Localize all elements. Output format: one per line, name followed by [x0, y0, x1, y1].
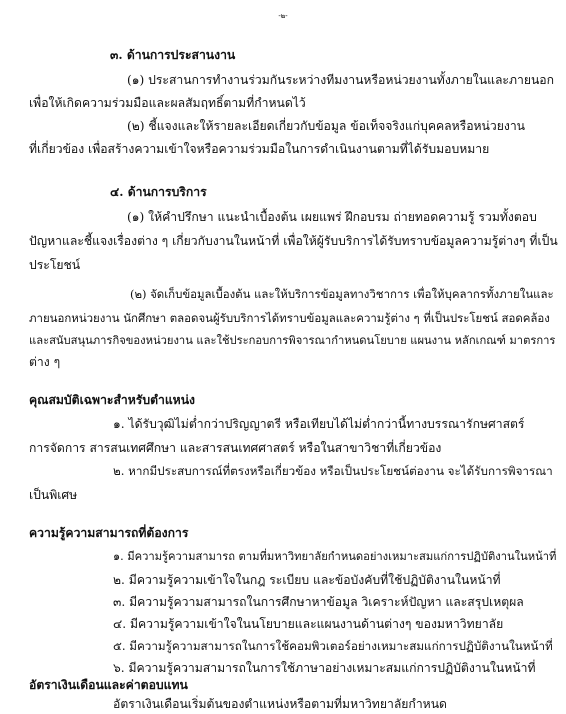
list-item: ๓. มีความรู้ความสามารถในการศึกษาหาข้อมูล วิเคราะห์ปัญหา และสรุปเหตุผล	[113, 595, 524, 609]
paragraph-line: (๒) ชี้แจงและให้รายละเอียดเกี่ยวกับข้อมูล ข้อเท็จจริงแก่บุคคลหรือหน่วยงาน	[127, 119, 525, 133]
paragraph-line: (๒) จัดเก็บข้อมูลเบื้องต้น และให้บริการข้อมูลทางวิชาการ เพื่อให้บุคลากรทั้งภายในและ	[130, 287, 554, 301]
paragraph-line: ประโยชน์	[29, 258, 81, 272]
paragraph-line: อัตราเงินเดือนเริ่มต้นของตำแหน่งหรือตามที่มหาวิทยาลัยกำหนด	[113, 697, 447, 711]
paragraph-line: ภายนอกหน่วยงาน นักศึกษา ตลอดจนผู้รับบริการได้ทราบข้อมูลและความรู้ต่าง ๆ ที่เป็นประโยชน์ สอดคล้อง	[29, 311, 550, 325]
paragraph-line: ๒. หากมีประสบการณ์ที่ตรงหรือเกี่ยวข้อง หรือเป็นประโยชน์ต่องาน จะได้รับการพิจารณา	[113, 464, 553, 478]
paragraph-line: เพื่อให้เกิดความร่วมมือและผลสัมฤทธิ์ตามที่กำหนดไว้	[29, 96, 306, 110]
paragraph-line: (๑) ให้คำปรึกษา แนะนำเบื้องต้น เผยแพร่ ฝึกอบรม ถ่ายทอดความรู้ รวมทั้งตอบ	[127, 210, 537, 224]
salary-heading: อัตราเงินเดือนและค่าตอบแทน	[29, 678, 188, 692]
paragraph-line: เป็นพิเศษ	[29, 488, 78, 502]
section-coordination-heading: ๓. ด้านการประสานงาน	[110, 48, 236, 62]
page-number: -๒-	[278, 12, 288, 20]
paragraph-line: (๑) ประสานการทำงานร่วมกันระหว่างทีมงานหรือหน่วยงานทั้งภายในและภายนอก	[127, 73, 555, 87]
paragraph-line: ๑. ได้รับวุฒิไม่ต่ำกว่าปริญญาตรี หรือเทียบได้ไม่ต่ำกว่านี้ทางบรรณารักษศาสตร์	[113, 417, 525, 431]
qualifications-heading: คุณสมบัติเฉพาะสำหรับตำแหน่ง	[29, 393, 196, 407]
paragraph-line: ต่าง ๆ	[29, 355, 61, 369]
paragraph-line: การจัดการ สารสนเทศศึกษา และสารสนเทศศาสตร์ หรือในสาขาวิชาที่เกี่ยวข้อง	[29, 441, 442, 455]
list-item: ๖. มีความรู้ความสามารถในการใช้ภาษาอย่างเหมาะสมแก่การปฏิบัติงานในหน้าที่	[113, 661, 536, 675]
list-item: ๑. มีความรู้ความสามารถ ตามที่มหาวิทยาลัยกำหนดอย่างเหมาะสมแก่การปฏิบัติงานในหน้าที่	[113, 550, 557, 563]
paragraph-line: ปัญหาและชี้แจงเรื่องต่าง ๆ เกี่ยวกับงานในหน้าที่ เพื่อให้ผู้รับบริการได้รับทราบข้อมูลความรู้ต่างๆ ที่เป็น	[29, 234, 558, 248]
required-knowledge-heading: ความรู้ความสามารถที่ต้องการ	[29, 526, 189, 540]
list-item: ๔. มีความรู้ความเข้าใจในนโยบายและแผนงานด้านต่างๆ ของมหาวิทยาลัย	[113, 617, 504, 631]
paragraph-line: ที่เกี่ยวข้อง เพื่อสร้างความเข้าใจหรือความร่วมมือในการดำเนินงานตามที่ได้รับมอบหมาย	[29, 142, 490, 156]
list-item: ๕. มีความรู้ความสามารถในการใช้คอมพิวเตอร์อย่างเหมาะสมแก่การปฏิบัติงานในหน้าที่	[113, 639, 553, 653]
section-service-heading: ๔. ด้านการบริการ	[110, 185, 207, 199]
list-item: ๒. มีความรู้ความเข้าใจในกฎ ระเบียบ และข้อบังคับที่ใช้ปฏิบัติงานในหน้าที่	[113, 573, 501, 587]
paragraph-line: และสนับสนุนภารกิจของหน่วยงาน และใช้ประกอบการพิจารณากำหนดนโยบาย แผนงาน หลักเกณฑ์ มาตรการ	[29, 334, 556, 347]
